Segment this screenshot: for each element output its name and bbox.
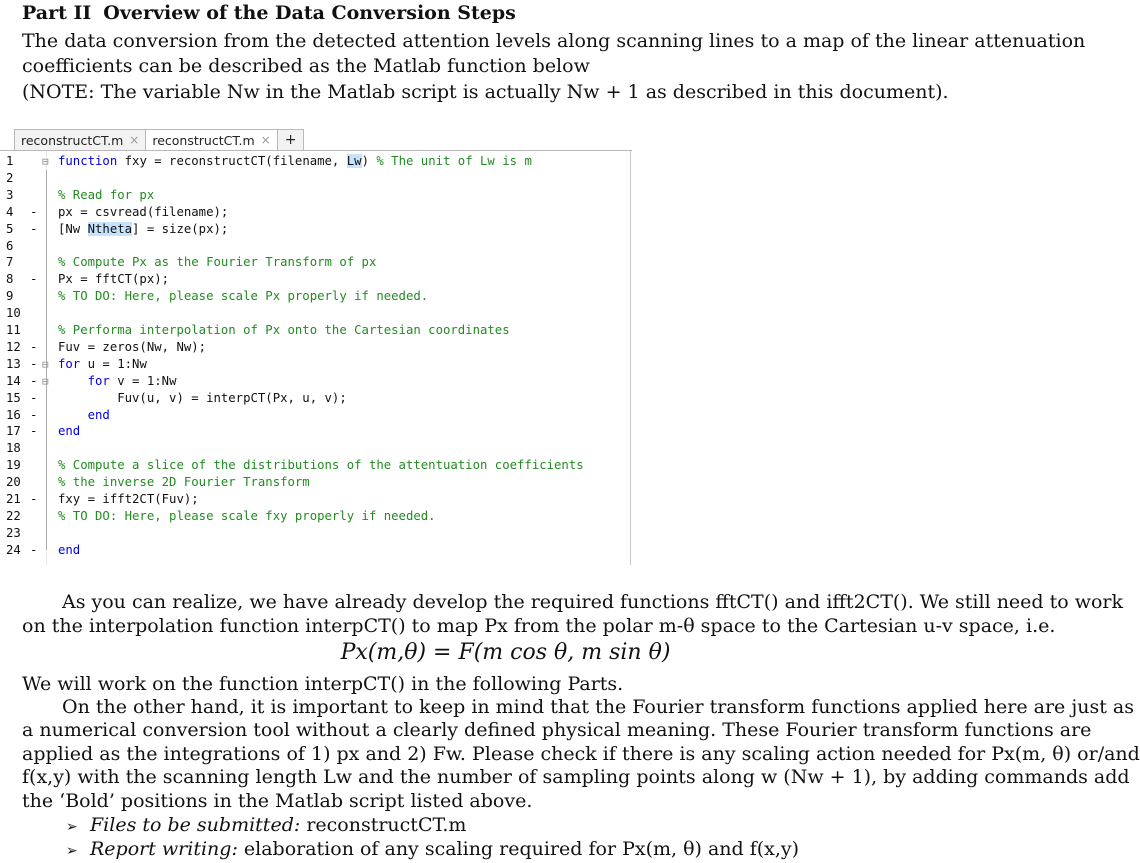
line-number: 6	[6, 238, 14, 253]
line-number: 20	[6, 475, 21, 490]
body-p3-line-4: f(x,y) with the scanning length Lw and the number of sampling points along w (Nw + 1), by adding commands add	[22, 766, 1130, 788]
code-line[interactable]	[0, 440, 630, 457]
line-number: 15	[6, 390, 21, 405]
tab-label: reconstructCT.m	[21, 132, 124, 148]
line-number: 13	[6, 356, 21, 371]
line-number: 14	[6, 373, 21, 388]
line-number: 17	[6, 424, 21, 439]
line-number: 2	[6, 170, 14, 185]
code-text: Fuv = zeros(Nw, Nw);	[58, 339, 207, 354]
body-p3-line-2: a numerical conversion tool without a clearly defined physical meaning. These Fourier transform functions are	[22, 719, 1092, 741]
new-tab-button[interactable]: +	[277, 129, 305, 150]
line-number: 1	[6, 154, 14, 168]
breakpoint-marker[interactable]: -	[30, 221, 38, 236]
code-text: end	[58, 424, 81, 439]
code-text: end	[58, 542, 81, 557]
code-text: end	[87, 407, 110, 422]
code-line[interactable]	[0, 423, 630, 440]
code-text: % TO DO: Here, please scale Px properly if needed.	[58, 289, 429, 304]
breakpoint-marker[interactable]: -	[30, 542, 38, 557]
bullet-value: elaboration of any scaling required for Px(m, θ) and f(x,y)	[243, 838, 800, 860]
equation: Px(m,θ) = F(m cos θ, m sin θ)	[340, 640, 671, 665]
code-line[interactable]	[0, 491, 630, 508]
code-line[interactable]	[0, 474, 630, 491]
code-line[interactable]	[0, 457, 630, 474]
body-p3-line-3: applied as the integrations of 1) px and 2) Fw. Please check if there is any scaling action needed for Px(m, θ) or/and	[22, 743, 1140, 765]
code-line[interactable]	[0, 322, 630, 339]
code-text: for u = 1:Nw	[58, 356, 147, 371]
line-number: 5	[6, 221, 14, 236]
code-text: px = csvread(filename);	[58, 204, 229, 219]
editor-tabs	[14, 128, 303, 150]
line-number: 23	[6, 525, 21, 540]
body-p2: We will work on the function interpCT() in the following Parts.	[22, 673, 624, 695]
code-text: % Compute Px as the Fourier Transform of px	[58, 255, 377, 270]
line-number: 19	[6, 458, 21, 473]
breakpoint-marker[interactable]: -	[30, 272, 38, 287]
line-number: 10	[6, 306, 21, 321]
code-line[interactable]	[0, 170, 630, 187]
body-p3-line-1: On the other hand, it is important to keep in mind that the Fourier transform functions applied here are just as	[62, 696, 1134, 718]
part-heading	[22, 2, 516, 24]
matlab-editor	[0, 128, 632, 564]
code-line[interactable]	[0, 271, 630, 288]
breakpoint-marker[interactable]: -	[30, 356, 38, 371]
line-number: 21	[6, 492, 21, 506]
line-number: 7	[6, 255, 14, 270]
bullet-report	[66, 838, 799, 860]
code-text: % the inverse 2D Fourier Transform	[58, 475, 310, 490]
breakpoint-marker[interactable]: -	[30, 339, 38, 354]
part-title: Overview of the Data Conversion Steps	[103, 2, 516, 24]
tab-reconstructct-2[interactable]	[145, 129, 277, 150]
breakpoint-marker[interactable]: -	[30, 492, 38, 506]
line-number: 16	[6, 407, 21, 422]
body-p1-line-2: on the interpolation function interpCT() to map Px from the polar m-θ space to the Cartesian u-v space, i.e.	[22, 615, 1056, 637]
code-text: for v = 1:Nw	[87, 373, 177, 388]
arrow-bullet-icon: ➢	[66, 843, 78, 859]
code-line[interactable]	[0, 356, 630, 373]
breakpoint-marker[interactable]: -	[30, 424, 38, 439]
code-text: fxy = ifft2CT(Fuv);	[58, 492, 199, 506]
fold-toggle-icon[interactable]: ⊟	[42, 357, 49, 371]
code-line[interactable]	[0, 187, 630, 204]
code-line[interactable]	[0, 390, 630, 407]
line-number: 4	[6, 204, 14, 219]
fold-toggle-icon[interactable]: ⊟	[42, 374, 49, 388]
code-line[interactable]	[0, 305, 630, 322]
fold-guide	[46, 170, 47, 550]
code-line[interactable]	[0, 204, 630, 221]
code-line[interactable]	[0, 525, 630, 542]
intro-line-1: The data conversion from the detected attention levels along scanning lines to a map of the linear attenuation	[22, 30, 1086, 52]
code-text: % Compute a slice of the distributions of the attentuation coefficients	[58, 458, 584, 473]
code-text: % Performa interpolation of Px onto the Cartesian coordinates	[58, 323, 510, 337]
tab-reconstructct-1[interactable]	[14, 129, 146, 150]
breakpoint-marker[interactable]: -	[30, 373, 38, 388]
code-area[interactable]	[0, 150, 632, 565]
code-text: Px = fftCT(px);	[58, 272, 170, 287]
line-number: 11	[6, 323, 21, 337]
code-text: % TO DO: Here, please scale fxy properly if needed.	[58, 508, 436, 523]
code-line[interactable]	[0, 373, 630, 390]
code-line[interactable]	[0, 288, 630, 305]
breakpoint-marker[interactable]: -	[30, 407, 38, 422]
body-p3-line-5: the ‘Bold’ positions in the Matlab script listed above.	[22, 790, 533, 812]
line-number: 18	[6, 441, 21, 456]
bullet-value: reconstructCT.m	[306, 814, 467, 836]
right-margin-rule	[630, 151, 631, 565]
line-number: 22	[6, 508, 21, 523]
breakpoint-marker[interactable]: -	[30, 390, 38, 405]
code-line[interactable]	[0, 542, 630, 559]
line-number: 9	[6, 289, 14, 304]
note-line: (NOTE: The variable Nw in the Matlab script is actually Nw + 1 as described in this document).	[22, 81, 949, 103]
line-number: 12	[6, 339, 21, 354]
code-line[interactable]	[0, 153, 630, 170]
bullet-label: Report writing:	[90, 838, 238, 860]
code-line[interactable]	[0, 238, 630, 255]
arrow-bullet-icon: ➢	[66, 819, 78, 835]
part-label: Part II	[22, 2, 92, 24]
fold-toggle-icon[interactable]: ⊟	[42, 155, 49, 168]
code-text: % Read for px	[58, 187, 155, 202]
tab-label: reconstructCT.m	[152, 132, 255, 148]
code-line[interactable]	[0, 407, 630, 424]
code-line[interactable]	[0, 221, 630, 238]
close-icon[interactable]: ×	[260, 133, 271, 147]
intro-line-2: coefficients can be described as the Matlab function below	[22, 55, 590, 77]
code-text: [Nw Ntheta] = size(px);	[58, 221, 229, 236]
code-line[interactable]	[0, 254, 630, 271]
code-text: function fxy = reconstructCT(filename, Lw) % The unit of Lw is m	[58, 154, 532, 168]
code-line[interactable]	[0, 508, 630, 525]
breakpoint-marker[interactable]: -	[30, 204, 38, 219]
line-number: 24	[6, 542, 21, 557]
code-text: Fuv(u, v) = interpCT(Px, u, v);	[58, 390, 347, 405]
bullet-files	[66, 814, 466, 836]
code-line[interactable]	[0, 339, 630, 356]
line-number: 3	[6, 187, 14, 202]
line-number: 8	[6, 272, 14, 287]
fold-guide	[46, 373, 47, 432]
close-icon[interactable]: ×	[129, 133, 140, 147]
bullet-label: Files to be submitted:	[90, 814, 301, 836]
body-p1-line-1: As you can realize, we have already develop the required functions fftCT() and ifft2CT(). We still need to work	[62, 591, 1124, 613]
